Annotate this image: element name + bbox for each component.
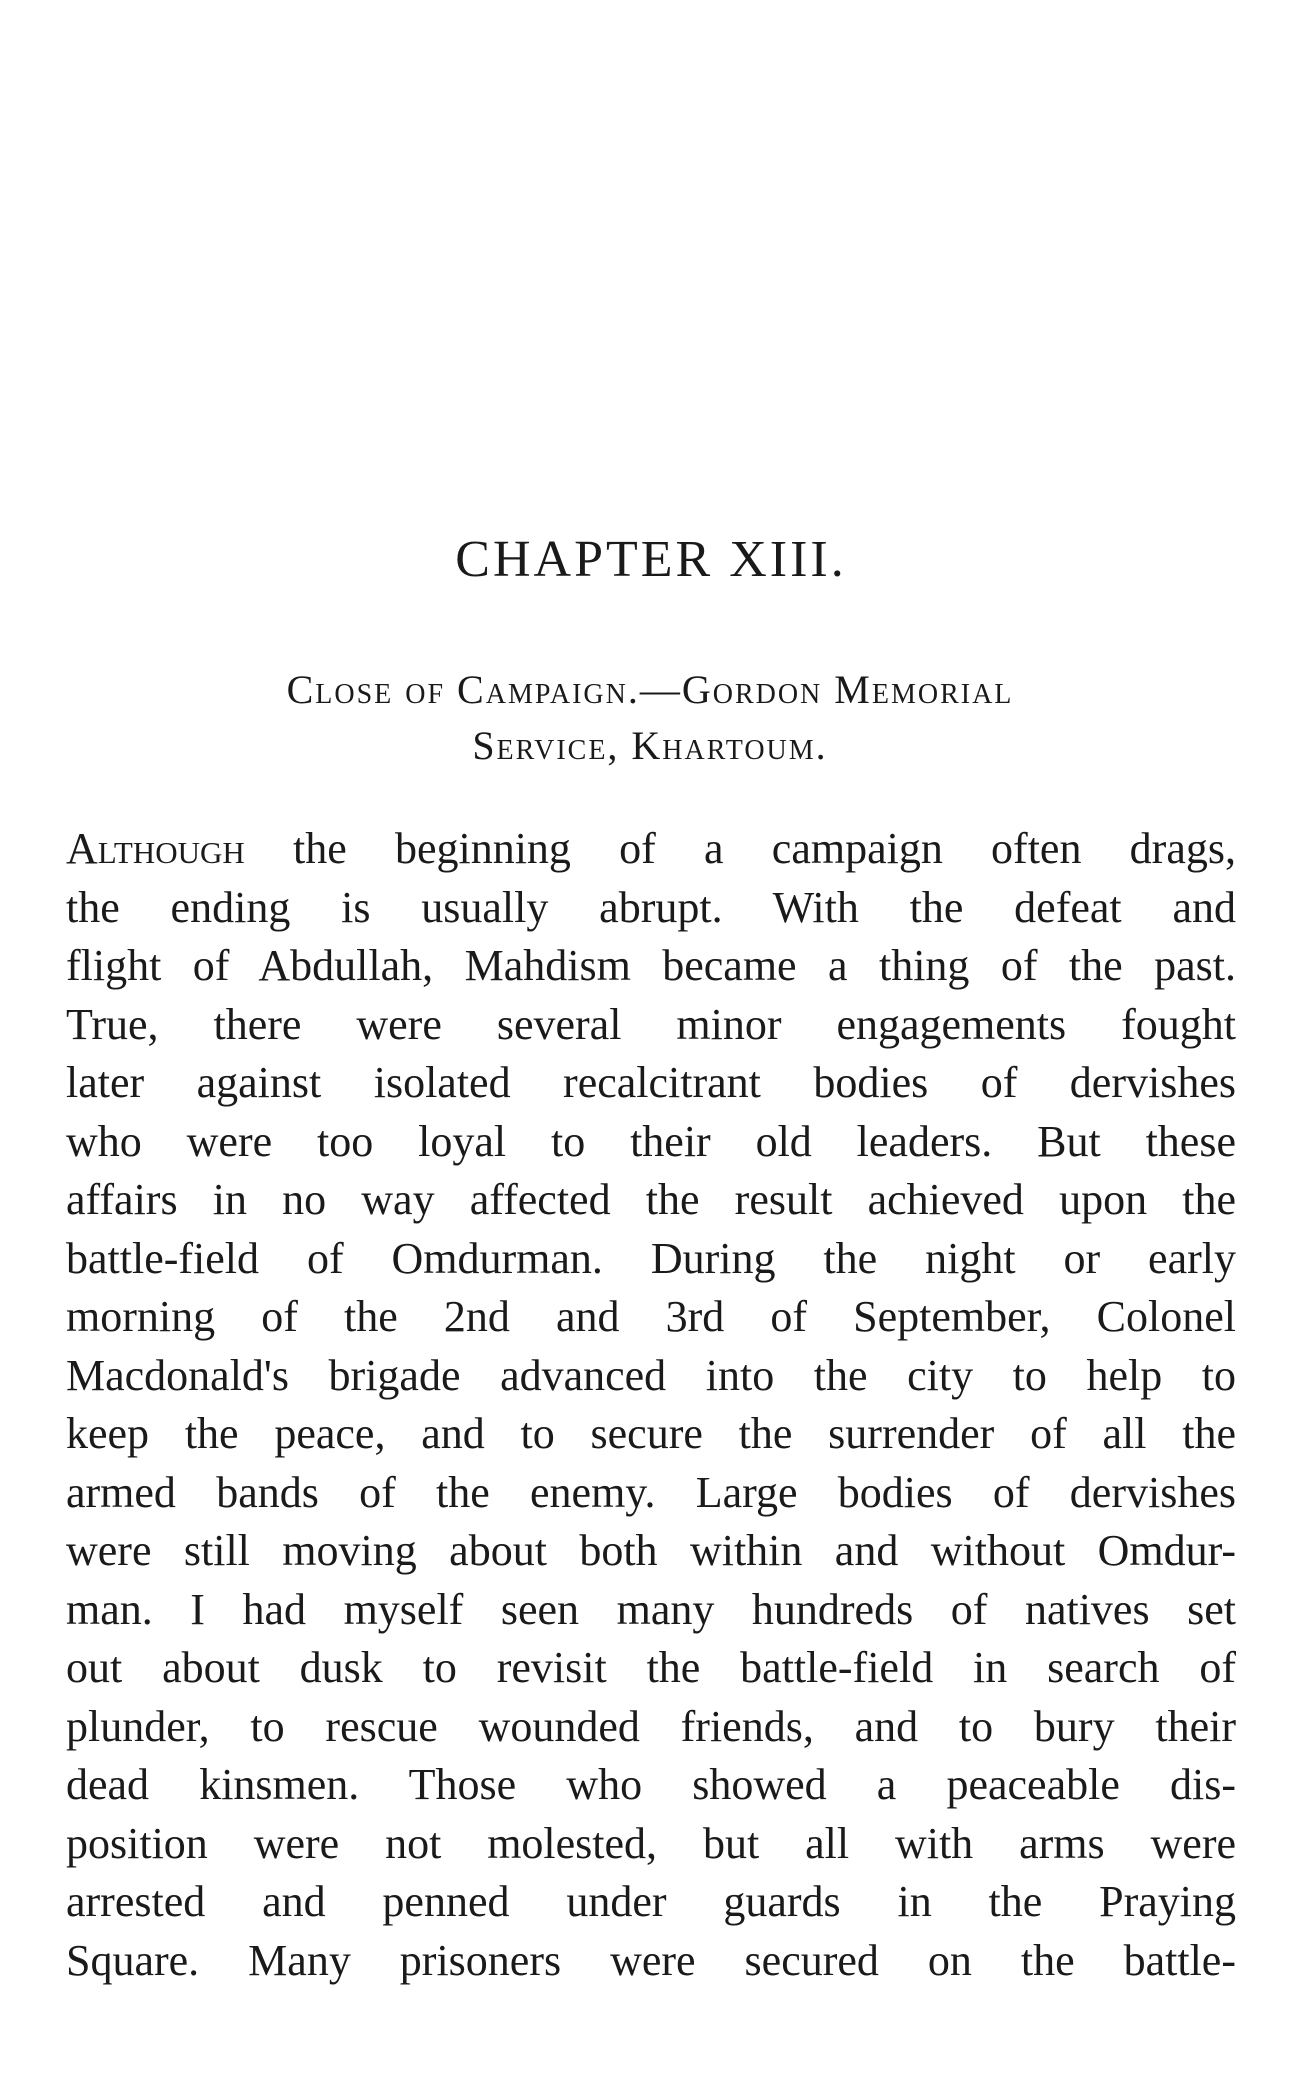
text-line: out about dusk to revisit the battle-field in search of: [66, 1643, 1236, 1692]
subtitle-line-2: Service, Khartoum.: [472, 723, 828, 768]
text-line-content: the beginning of a campaign often drags,: [244, 824, 1236, 873]
text-line: flight of Abdullah, Mahdism became a thing of the past.: [66, 941, 1236, 990]
subtitle-line-1: Close of Campaign.—Gordon Memorial: [286, 667, 1014, 712]
text-line: who were too loyal to their old leaders. But these: [66, 1116, 1236, 1166]
text-line: later against isolated recalcitrant bodies of dervishes: [66, 1058, 1236, 1107]
text-line: morning of the 2nd and 3rd of September, Colonel: [66, 1292, 1236, 1341]
opening-word: Although: [66, 824, 245, 873]
text-line: [66, 820, 1236, 879]
text-line: were still moving about both within and without Omdur-: [66, 1526, 1236, 1575]
chapter-subtitle: [150, 662, 1150, 774]
text-line: Square. Many prisoners were secured on the battle-: [66, 1935, 1236, 1985]
text-line: arrested and penned under guards in the Praying: [66, 1877, 1236, 1926]
text-line: dead kinsmen. Those who showed a peaceable dis-: [66, 1760, 1236, 1809]
text-line: True, there were several minor engagements fought: [66, 999, 1236, 1049]
text-line: position were not molested, but all with arms were: [66, 1818, 1236, 1868]
text-line: the ending is usually abrupt. With the defeat and: [66, 882, 1236, 932]
text-line: armed bands of the enemy. Large bodies of dervishes: [66, 1467, 1236, 1517]
text-line: battle-field of Omdurman. During the night or early: [66, 1233, 1236, 1283]
text-line: man. I had myself seen many hundreds of natives set: [66, 1584, 1236, 1634]
text-line: keep the peace, and to secure the surrender of all the: [66, 1409, 1236, 1458]
text-line: plunder, to rescue wounded friends, and to bury their: [66, 1701, 1236, 1751]
chapter-title: CHAPTER XIII.: [455, 531, 847, 588]
body-paragraph: [66, 820, 1236, 1990]
text-line: Macdonald's brigade advanced into the city to help to: [66, 1350, 1236, 1400]
text-line: affairs in no way affected the result achieved upon the: [66, 1175, 1236, 1224]
